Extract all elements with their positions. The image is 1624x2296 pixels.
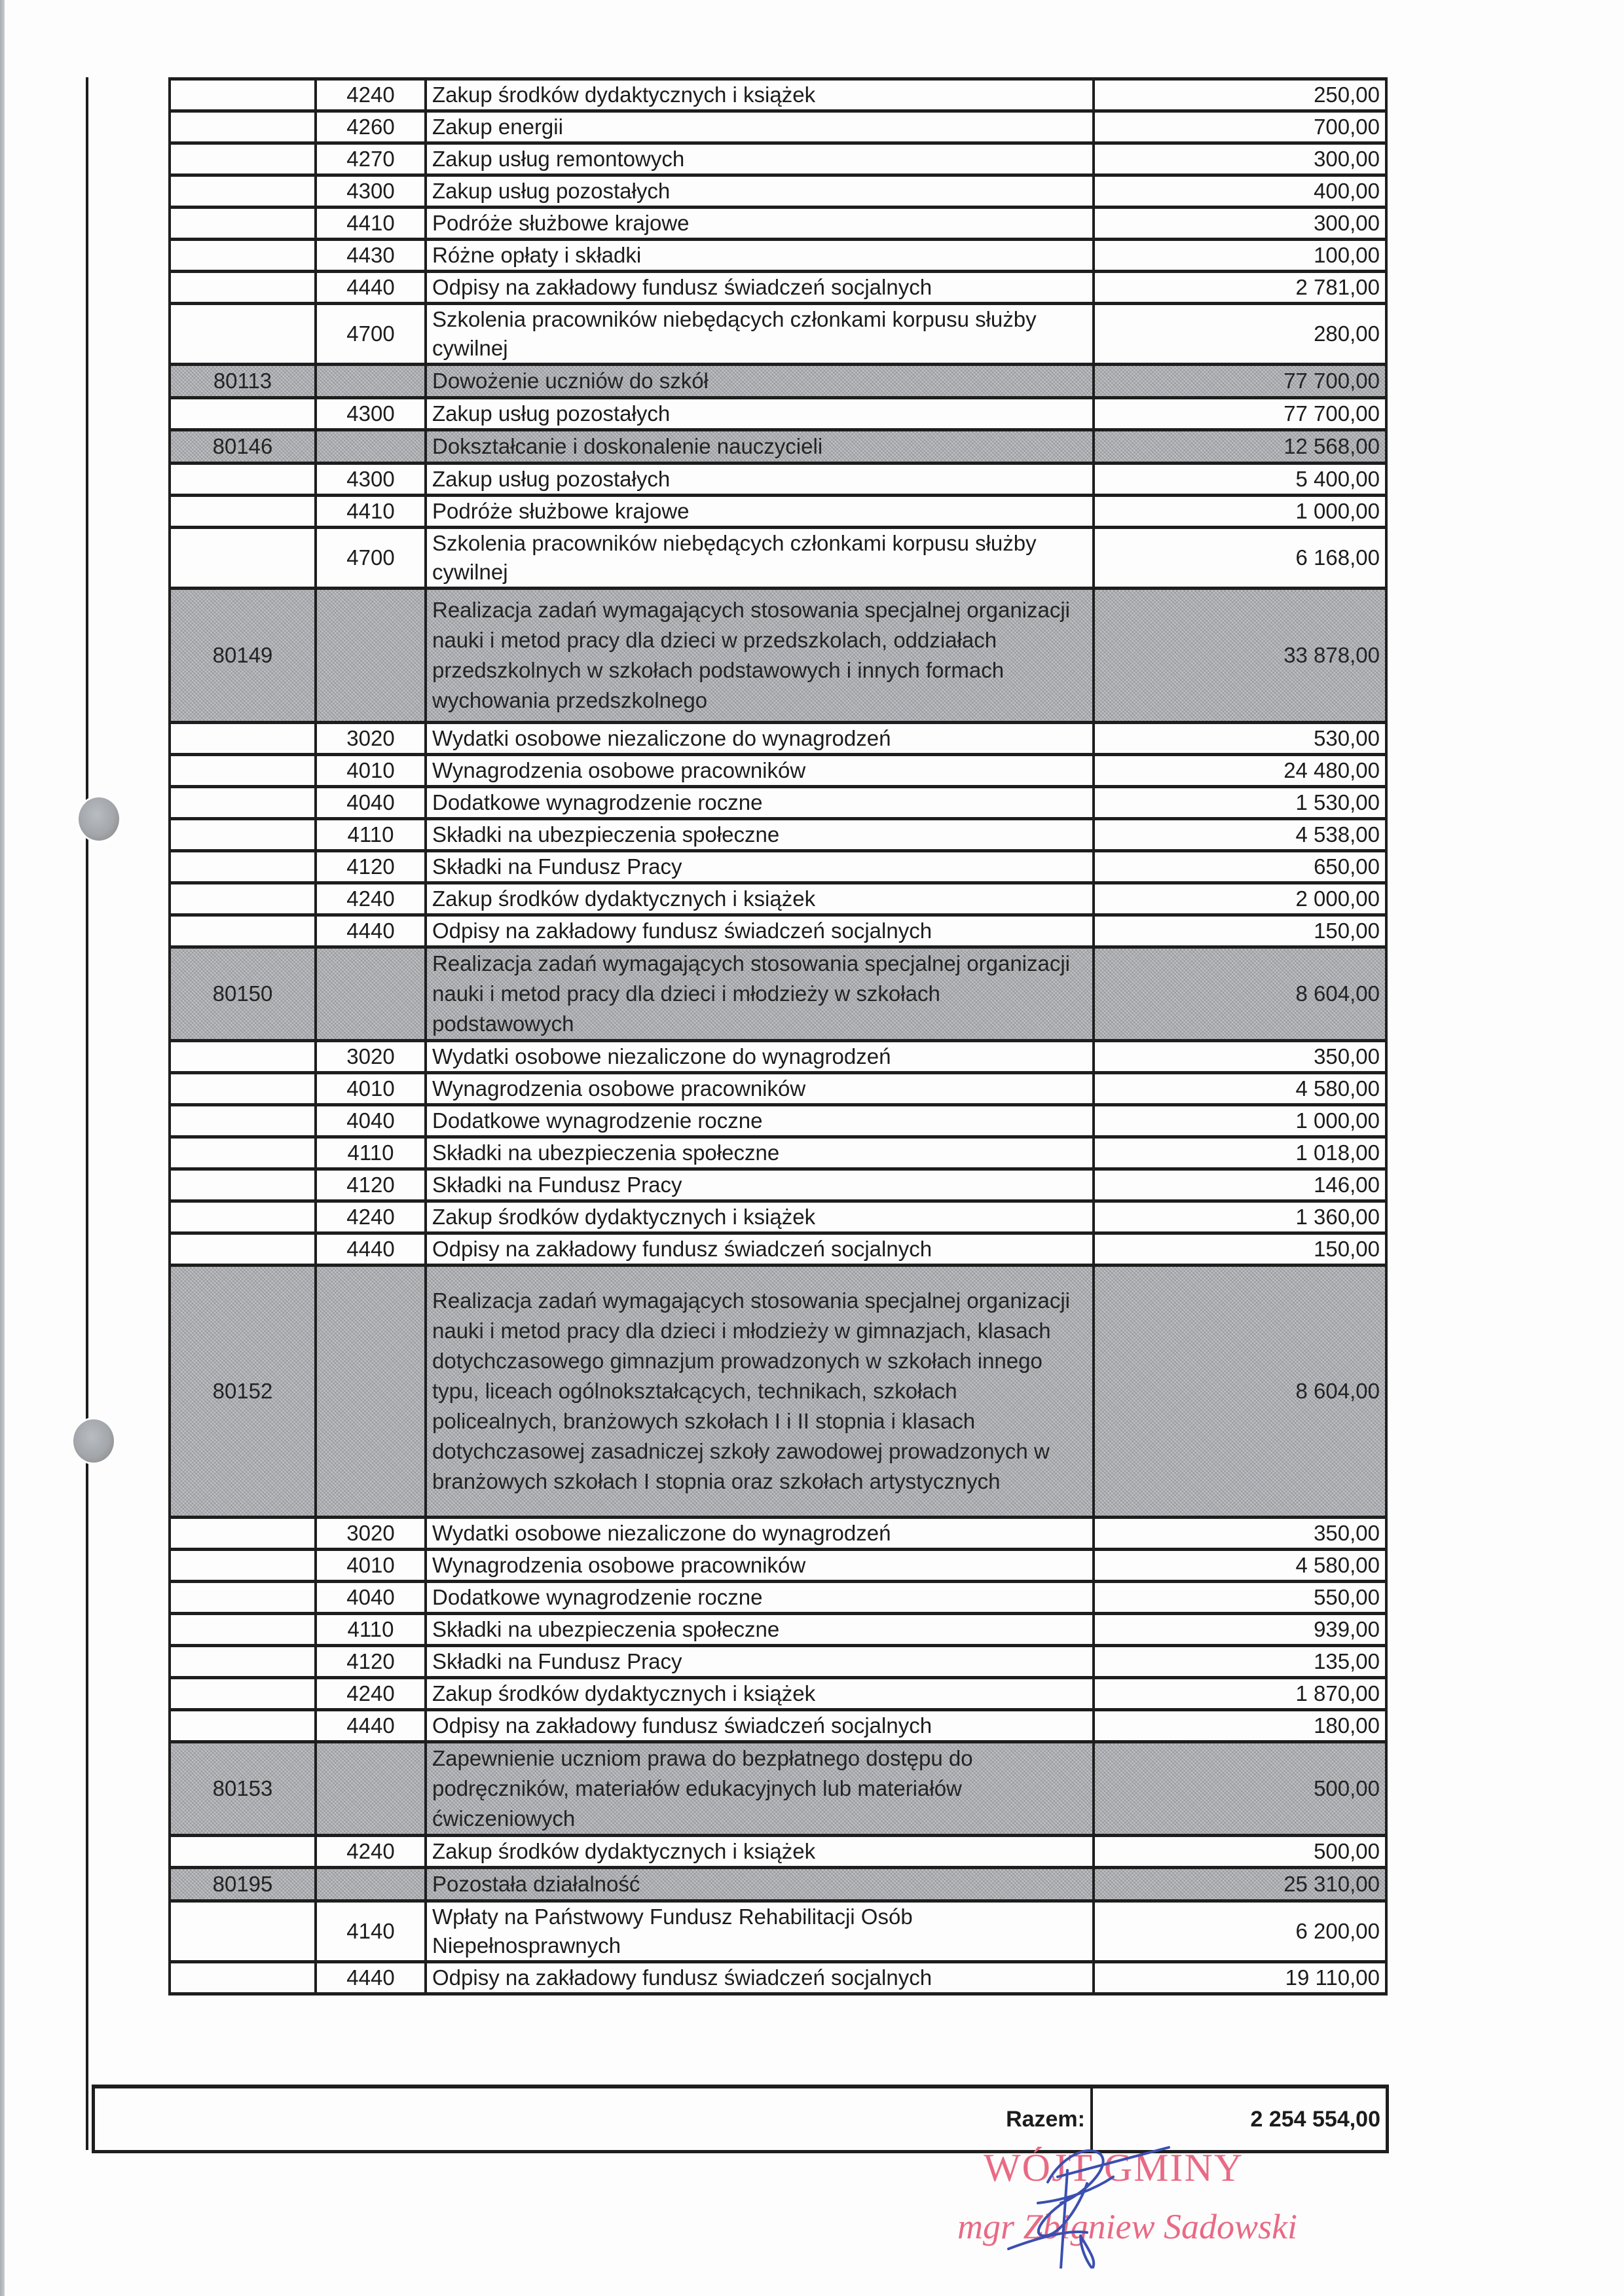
table-row [170,79,1386,111]
amount-cell: 19 110,00 [1094,1962,1386,1994]
amount-cell: 135,00 [1094,1646,1386,1678]
chapter-code-cell [170,1233,316,1266]
paragraph-code-cell: 4010 [316,1073,426,1105]
chapter-code-cell [170,1105,316,1137]
table-row [170,528,1386,589]
paragraph-code-cell: 4240 [316,1678,426,1710]
amount-cell: 100,00 [1094,240,1386,272]
official-stamp-title: WÓJT GMINY [984,2146,1244,2189]
table-row [170,819,1386,851]
amount-cell: 12 568,00 [1094,430,1386,464]
description-cell: Zakup usług pozostałych [426,464,1094,496]
description-cell: Realizacja zadań wymagających stosowania specjalnej organizacji nauki i metod pracy dla dzieci i młodzieży w szkołach podstawowych [426,947,1094,1041]
amount-cell: 530,00 [1094,723,1386,755]
paragraph-code-cell [316,947,426,1041]
description-cell: Zakup środków dydaktycznych i książek [426,1678,1094,1710]
description-cell: Dodatkowe wynagrodzenie roczne [426,787,1094,819]
description-cell: Dokształcanie i doskonalenie nauczycieli [426,430,1094,464]
scan-edge-shadow [0,0,5,2296]
chapter-code-cell: 80146 [170,430,316,464]
chapter-code-cell: 80150 [170,947,316,1041]
table-row [170,1233,1386,1266]
description-cell: Odpisy na zakładowy fundusz świadczeń socjalnych [426,1233,1094,1266]
table-row [170,1073,1386,1105]
paragraph-code-cell [316,365,426,398]
paragraph-code-cell: 4240 [316,79,426,111]
description-cell: Zakup środków dydaktycznych i książek [426,79,1094,111]
section-row [170,1742,1386,1836]
table-row [170,111,1386,143]
table-row [170,1041,1386,1073]
paragraph-code-cell: 4140 [316,1901,426,1962]
chapter-code-cell [170,464,316,496]
amount-cell: 500,00 [1094,1836,1386,1868]
description-cell: Składki na Fundusz Pracy [426,1169,1094,1201]
section-row [170,947,1386,1041]
amount-cell: 4 580,00 [1094,1073,1386,1105]
paragraph-code-cell [316,1742,426,1836]
amount-cell: 550,00 [1094,1582,1386,1614]
description-cell: Wydatki osobowe niezaliczone do wynagrodzeń [426,1518,1094,1550]
table-row [170,398,1386,430]
amount-cell: 1 360,00 [1094,1201,1386,1233]
paragraph-code-cell: 4040 [316,1105,426,1137]
table-row [170,175,1386,208]
amount-cell: 350,00 [1094,1518,1386,1550]
paragraph-code-cell: 4440 [316,1962,426,1994]
amount-cell: 77 700,00 [1094,365,1386,398]
paragraph-code-cell [316,1868,426,1901]
description-cell: Wydatki osobowe niezaliczone do wynagrodzeń [426,1041,1094,1073]
amount-cell: 1 530,00 [1094,787,1386,819]
chapter-code-cell [170,496,316,528]
paragraph-code-cell: 4120 [316,1646,426,1678]
description-cell: Odpisy na zakładowy fundusz świadczeń socjalnych [426,1710,1094,1742]
paragraph-code-cell: 4300 [316,175,426,208]
description-cell: Pozostała działalność [426,1868,1094,1901]
chapter-code-cell [170,1550,316,1582]
chapter-code-cell [170,755,316,787]
amount-cell: 1 000,00 [1094,1105,1386,1137]
section-row [170,430,1386,464]
amount-cell: 180,00 [1094,1710,1386,1742]
chapter-code-cell [170,883,316,915]
description-cell: Składki na Fundusz Pracy [426,851,1094,883]
paragraph-code-cell: 4260 [316,111,426,143]
table-row [170,1646,1386,1678]
punch-hole-icon [73,1419,114,1463]
chapter-code-cell [170,1678,316,1710]
paragraph-code-cell [316,1266,426,1518]
paragraph-code-cell: 4300 [316,464,426,496]
amount-cell: 6 200,00 [1094,1901,1386,1962]
amount-cell: 650,00 [1094,851,1386,883]
description-cell: Odpisy na zakładowy fundusz świadczeń socjalnych [426,1962,1094,1994]
table-row [170,1518,1386,1550]
chapter-code-cell [170,1901,316,1962]
paragraph-code-cell: 4700 [316,304,426,365]
amount-cell: 150,00 [1094,915,1386,947]
amount-cell: 24 480,00 [1094,755,1386,787]
budget-table-body [170,79,1386,1994]
paragraph-code-cell [316,430,426,464]
paragraph-code-cell: 4010 [316,755,426,787]
paragraph-code-cell: 4120 [316,1169,426,1201]
margin-rule-line [86,77,88,2150]
paragraph-code-cell: 4110 [316,1614,426,1646]
amount-cell: 4 580,00 [1094,1550,1386,1582]
chapter-code-cell [170,1073,316,1105]
amount-cell: 1 000,00 [1094,496,1386,528]
table-row [170,1836,1386,1868]
chapter-code-cell [170,851,316,883]
amount-cell: 33 878,00 [1094,589,1386,723]
amount-cell: 300,00 [1094,143,1386,175]
description-cell: Zakup usług pozostałych [426,398,1094,430]
table-row [170,1137,1386,1169]
amount-cell: 700,00 [1094,111,1386,143]
table-row [170,883,1386,915]
chapter-code-cell [170,111,316,143]
paragraph-code-cell: 4300 [316,398,426,430]
chapter-code-cell: 80152 [170,1266,316,1518]
amount-cell: 1 018,00 [1094,1137,1386,1169]
amount-cell: 400,00 [1094,175,1386,208]
table-row [170,1201,1386,1233]
description-cell: Wydatki osobowe niezaliczone do wynagrodzeń [426,723,1094,755]
section-row [170,1266,1386,1518]
table-row [170,1710,1386,1742]
chapter-code-cell [170,528,316,589]
amount-cell: 939,00 [1094,1614,1386,1646]
description-cell: Dodatkowe wynagrodzenie roczne [426,1582,1094,1614]
description-cell: Zakup środków dydaktycznych i książek [426,883,1094,915]
paragraph-code-cell: 4410 [316,496,426,528]
amount-cell: 2 000,00 [1094,883,1386,915]
section-row [170,365,1386,398]
amount-cell: 6 168,00 [1094,528,1386,589]
description-cell: Realizacja zadań wymagających stosowania specjalnej organizacji nauki i metod pracy dla dzieci w przedszkolach, oddziałach przedszkolnych w szkołach podstawowych i innych formach wychowania przedszkolnego [426,589,1094,723]
total-label: Razem: [1006,2088,1093,2150]
table-row [170,464,1386,496]
handwritten-signature-icon [982,2138,1198,2269]
amount-cell: 25 310,00 [1094,1868,1386,1901]
punch-hole-icon [79,797,119,841]
description-cell: Wynagrodzenia osobowe pracowników [426,1550,1094,1582]
description-cell: Dowożenie uczniów do szkół [426,365,1094,398]
table-row [170,496,1386,528]
table-row [170,1582,1386,1614]
paragraph-code-cell: 4240 [316,1201,426,1233]
chapter-code-cell [170,272,316,304]
budget-expenditure-table [168,77,1388,1995]
description-cell: Odpisy na zakładowy fundusz świadczeń socjalnych [426,272,1094,304]
amount-cell: 150,00 [1094,1233,1386,1266]
paragraph-code-cell: 4440 [316,272,426,304]
amount-cell: 250,00 [1094,79,1386,111]
paragraph-code-cell: 4440 [316,915,426,947]
table-row [170,1550,1386,1582]
chapter-code-cell [170,1582,316,1614]
table-row [170,915,1386,947]
chapter-code-cell [170,1169,316,1201]
total-value: 2 254 554,00 [1250,2107,1380,2132]
table-row [170,723,1386,755]
paragraph-code-cell: 3020 [316,1041,426,1073]
chapter-code-cell [170,787,316,819]
description-cell: Składki na ubezpieczenia społeczne [426,819,1094,851]
section-row [170,589,1386,723]
amount-cell: 8 604,00 [1094,1266,1386,1518]
paragraph-code-cell: 4270 [316,143,426,175]
chapter-code-cell [170,1041,316,1073]
chapter-code-cell [170,1518,316,1550]
chapter-code-cell [170,819,316,851]
chapter-code-cell [170,79,316,111]
section-row [170,1868,1386,1901]
description-cell: Szkolenia pracowników niebędących członkami korpusu służby cywilnej [426,304,1094,365]
description-cell: Zakup usług remontowych [426,143,1094,175]
table-row [170,272,1386,304]
amount-cell: 146,00 [1094,1169,1386,1201]
amount-cell: 5 400,00 [1094,464,1386,496]
table-row [170,787,1386,819]
paragraph-code-cell: 4440 [316,1710,426,1742]
chapter-code-cell [170,1137,316,1169]
amount-cell: 8 604,00 [1094,947,1386,1041]
amount-cell: 1 870,00 [1094,1678,1386,1710]
chapter-code-cell [170,1646,316,1678]
official-stamp-name: mgr Zbigniew Sadowski [957,2207,1298,2246]
amount-cell: 300,00 [1094,208,1386,240]
description-cell: Szkolenia pracowników niebędących członkami korpusu służby cywilnej [426,528,1094,589]
chapter-code-cell [170,398,316,430]
paragraph-code-cell: 4010 [316,1550,426,1582]
description-cell: Różne opłaty i składki [426,240,1094,272]
paragraph-code-cell [316,589,426,723]
chapter-code-cell [170,1836,316,1868]
amount-cell: 77 700,00 [1094,398,1386,430]
description-cell: Składki na ubezpieczenia społeczne [426,1137,1094,1169]
paragraph-code-cell: 3020 [316,1518,426,1550]
amount-cell: 4 538,00 [1094,819,1386,851]
chapter-code-cell [170,175,316,208]
description-cell: Podróże służbowe krajowe [426,496,1094,528]
paragraph-code-cell: 4120 [316,851,426,883]
chapter-code-cell: 80153 [170,1742,316,1836]
chapter-code-cell: 80113 [170,365,316,398]
table-row [170,755,1386,787]
table-row [170,208,1386,240]
description-cell: Wpłaty na Państwowy Fundusz Rehabilitacji Osób Niepełnosprawnych [426,1901,1094,1962]
table-row [170,240,1386,272]
paragraph-code-cell: 4240 [316,883,426,915]
chapter-code-cell [170,143,316,175]
chapter-code-cell [170,208,316,240]
description-cell: Składki na ubezpieczenia społeczne [426,1614,1094,1646]
chapter-code-cell [170,304,316,365]
table-row [170,1614,1386,1646]
chapter-code-cell [170,1614,316,1646]
description-cell: Zapewnienie uczniom prawa do bezpłatnego dostępu do podręczników, materiałów edukacyjnych lub materiałów ćwiczeniowych [426,1742,1094,1836]
paragraph-code-cell: 4410 [316,208,426,240]
description-cell: Wynagrodzenia osobowe pracowników [426,1073,1094,1105]
table-row [170,1105,1386,1137]
paragraph-code-cell: 4040 [316,787,426,819]
description-cell: Odpisy na zakładowy fundusz świadczeń socjalnych [426,915,1094,947]
description-cell: Realizacja zadań wymagających stosowania specjalnej organizacji nauki i metod pracy dla dzieci i młodzieży w gimnazjach, klasach dotychczasowego gimnazjum prowadzonych w szkołach innego typu, liceach ogólnokształcących, technikach, szkołach policealnych, branżowych szkołach I i II stopnia i klasach dotychczasowej zasadniczej szkoły zawodowej prowadzonych w branżowych szkołach I stopnia oraz szkołach artystycznych [426,1266,1094,1518]
amount-cell: 280,00 [1094,304,1386,365]
description-cell: Zakup energii [426,111,1094,143]
chapter-code-cell [170,1710,316,1742]
chapter-code-cell [170,1201,316,1233]
paragraph-code-cell: 4110 [316,819,426,851]
amount-cell: 2 781,00 [1094,272,1386,304]
amount-cell: 500,00 [1094,1742,1386,1836]
description-cell: Dodatkowe wynagrodzenie roczne [426,1105,1094,1137]
paragraph-code-cell: 3020 [316,723,426,755]
table-row [170,1678,1386,1710]
paragraph-code-cell: 4110 [316,1137,426,1169]
table-row [170,1962,1386,1994]
description-cell: Zakup usług pozostałych [426,175,1094,208]
chapter-code-cell: 80149 [170,589,316,723]
table-row [170,1169,1386,1201]
paragraph-code-cell: 4440 [316,1233,426,1266]
paragraph-code-cell: 4040 [316,1582,426,1614]
description-cell: Składki na Fundusz Pracy [426,1646,1094,1678]
table-row [170,1901,1386,1962]
paragraph-code-cell: 4430 [316,240,426,272]
chapter-code-cell: 80195 [170,1868,316,1901]
description-cell: Zakup środków dydaktycznych i książek [426,1836,1094,1868]
table-row [170,143,1386,175]
description-cell: Podróże służbowe krajowe [426,208,1094,240]
amount-cell: 350,00 [1094,1041,1386,1073]
chapter-code-cell [170,1962,316,1994]
chapter-code-cell [170,240,316,272]
chapter-code-cell [170,723,316,755]
table-row [170,851,1386,883]
chapter-code-cell [170,915,316,947]
description-cell: Zakup środków dydaktycznych i książek [426,1201,1094,1233]
paragraph-code-cell: 4700 [316,528,426,589]
paragraph-code-cell: 4240 [316,1836,426,1868]
table-row [170,304,1386,365]
description-cell: Wynagrodzenia osobowe pracowników [426,755,1094,787]
